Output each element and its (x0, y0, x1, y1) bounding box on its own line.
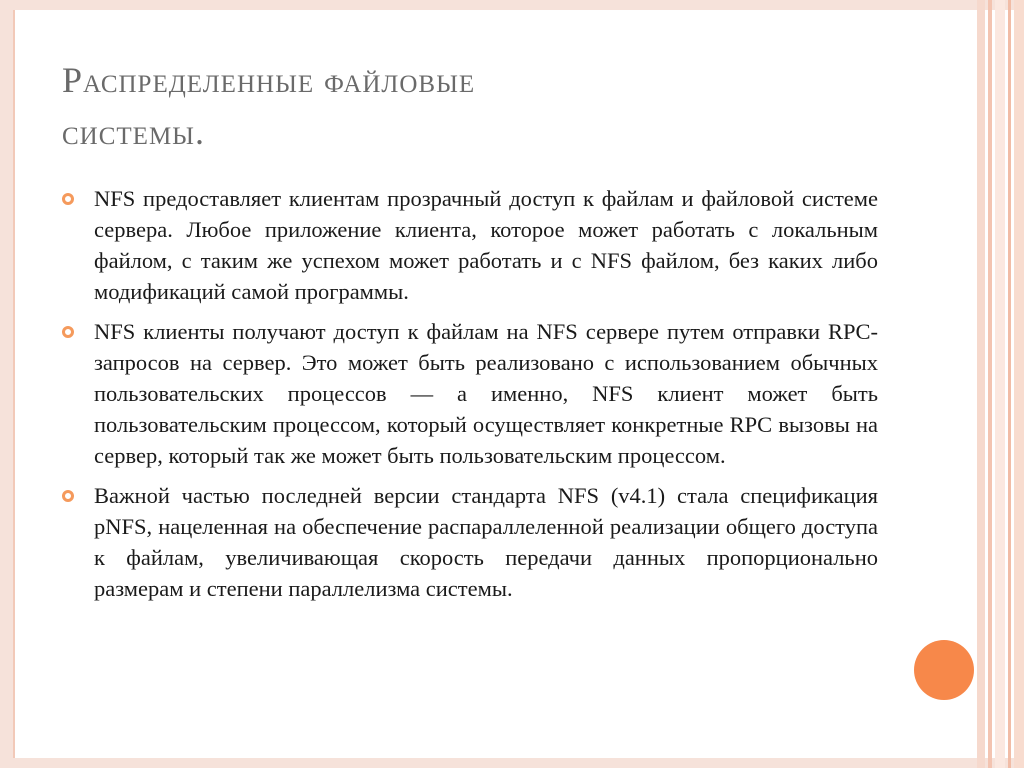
bullet-list (62, 183, 878, 613)
list-item-text: NFS предоставляет клиентам прозрачный доступ к файлам и файловой системе сервера. Любое приложение клиента, которое может работать с локальным файлом, с таким же успехом может работать и с NFS файлом, без каких либо модификаций самой программы. (94, 186, 878, 304)
list-item-text: Важной частью последней версии стандарта NFS (v4.1) стала спецификация pNFS, нацеленная на обеспечение распараллеленной реализации общего доступа к файлам, увеличивающая скорость передачи данных пропорционально размерам и степени параллелизма системы. (94, 483, 878, 601)
right-stripe (1014, 0, 1024, 768)
list-item (62, 480, 878, 604)
hollow-circle-bullet-icon (62, 326, 74, 338)
frame-left-line (13, 10, 15, 758)
list-item-text: NFS клиенты получают доступ к файлам на NFS сервере путем отправки RPC-запросов на сервер. Это может быть реализовано с использованием обычных пользовательских процессов — а именно, NFS клиент может быть пользовательским процессом, который осуществляет конкретные RPC вызовы на сервер, который так же может быть пользовательским процессом. (94, 319, 878, 468)
right-stripe (977, 0, 985, 768)
frame-top-border (0, 0, 1024, 10)
right-stripe (995, 0, 1005, 768)
frame-left-border (0, 0, 14, 768)
hollow-circle-bullet-icon (62, 193, 74, 205)
slide-title-line-2: системы. (62, 112, 205, 152)
slide-title (62, 54, 922, 158)
decorative-orange-circle (914, 640, 974, 700)
hollow-circle-bullet-icon (62, 490, 74, 502)
list-item (62, 316, 878, 471)
right-stripe (988, 0, 992, 768)
list-item (62, 183, 878, 307)
slide-title-line-1: Распределенные файловые (62, 60, 476, 100)
frame-bottom-border (0, 758, 1024, 768)
right-stripe (1008, 0, 1011, 768)
